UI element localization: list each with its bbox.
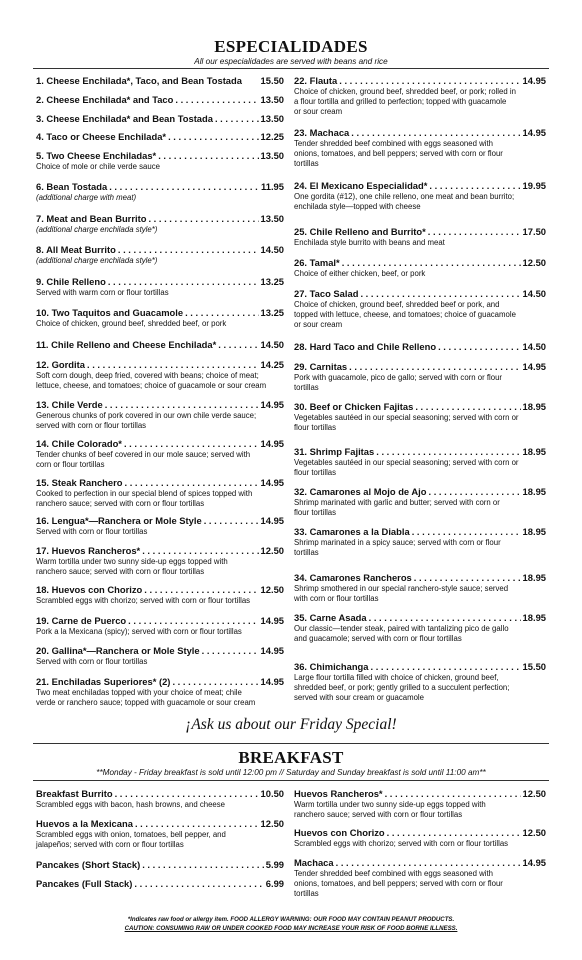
- menu-item-description: Choice of chicken, ground beef, shredded beef, or pork: [36, 319, 227, 328]
- menu-item-name: 26. Tamal*: [294, 257, 340, 268]
- dot-leader: [376, 446, 520, 458]
- menu-item-description: or sour cream: [294, 107, 343, 117]
- menu-item-description: (additional charge enchilada style*): [36, 225, 158, 234]
- menu-item-price: 14.50: [260, 339, 284, 350]
- menu-item-name: 19. Carne de Puerco: [36, 615, 127, 626]
- menu-item-row: [294, 827, 546, 839]
- menu-item-name: 27. Taco Salad: [294, 288, 359, 299]
- menu-item-price: 14.95: [522, 75, 546, 86]
- menu-item-price: 14.95: [260, 515, 284, 526]
- dot-leader: [87, 359, 259, 371]
- menu-item-name: 16. Lengua*—Ranchera or Mole Style: [36, 515, 202, 526]
- menu-item: [36, 584, 284, 606]
- dot-leader: [360, 288, 520, 300]
- menu-item-price: 14.50: [522, 341, 546, 352]
- menu-item-description: flour tortillas: [294, 423, 337, 433]
- menu-item: [36, 818, 284, 850]
- menu-item: [294, 526, 546, 558]
- menu-item-description: Pork a la Mexicana (spicy); served with corn or flour tortillas: [36, 627, 242, 636]
- friday-special-banner: ¡Ask us about our Friday Special!: [185, 716, 397, 733]
- menu-item-price: 14.95: [522, 361, 546, 372]
- menu-item-description: Vegetables sautéed in our special seasoning; served with corn or: [294, 458, 519, 467]
- menu-item: [36, 859, 284, 871]
- menu-item: [294, 788, 546, 820]
- menu-item-price: 11.95: [261, 181, 284, 192]
- menu-item-description: tortillas: [294, 383, 319, 393]
- menu-item-description: Choice of chicken, ground beef, shredded beef, or pork; rolled in: [294, 87, 516, 96]
- menu-item-description: Tender shredded beef combined with eggs seasoned with: [294, 139, 493, 148]
- menu-item-description: Cooked to perfection in our special blend of spices topped with: [36, 489, 253, 498]
- menu-item-name: 14. Chile Colorado*: [36, 438, 122, 449]
- menu-item-row: [36, 477, 284, 489]
- dot-leader: [142, 859, 264, 871]
- menu-item-name: 22. Flauta: [294, 75, 338, 86]
- menu-item-description: Two meat enchiladas topped with your choice of meat; chile: [36, 688, 242, 697]
- menu-item-row: [294, 180, 546, 192]
- dot-leader: [185, 307, 258, 319]
- menu-item-price: 14.95: [260, 438, 284, 449]
- menu-item: [294, 341, 546, 353]
- menu-item-row: [294, 446, 546, 458]
- menu-item: [36, 244, 284, 266]
- breakfast-divider: [33, 780, 549, 781]
- menu-item-description: Choice of either chicken, beef, or pork: [294, 269, 426, 278]
- menu-item-name: Breakfast Burrito: [36, 788, 113, 799]
- menu-item-row: [36, 94, 284, 106]
- menu-item-name: Pancakes (Short Stack): [36, 859, 141, 870]
- menu-item-name: 4. Taco or Cheese Enchilada*: [36, 131, 167, 142]
- menu-item-row: [294, 788, 546, 800]
- menu-item: [294, 257, 546, 279]
- dot-leader: [134, 878, 263, 890]
- dot-leader: [438, 341, 520, 353]
- menu-item-name: 3. Cheese Enchilada* and Bean Tostada: [36, 113, 213, 124]
- dot-leader: [108, 276, 259, 288]
- breakfast-subtitle: **Monday - Friday breakfast is sold until 12:00 pm // Saturday and Sunday breakfast is sold until 11:00 am**: [96, 768, 486, 777]
- menu-item-price: 14.95: [260, 645, 284, 656]
- dot-leader: [429, 180, 520, 192]
- menu-item-name: 33. Camarones a la Diabla: [294, 526, 410, 537]
- menu-item-name: Huevos Rancheros*: [294, 788, 383, 799]
- menu-item: [36, 150, 284, 172]
- menu-item-description: topped with lettuce, cheese, and tomatoes; choice of guacamole: [294, 310, 516, 320]
- especialidades-title: ESPECIALIDADES: [214, 37, 368, 56]
- menu-item: [294, 827, 546, 849]
- menu-item-name: Pancakes (Full Stack): [36, 878, 133, 889]
- menu-item-description: Pork with guacamole, pico de gallo; served with corn or flour: [294, 373, 503, 382]
- menu-item: [36, 307, 284, 329]
- menu-item-name: 28. Hard Taco and Chile Relleno: [294, 341, 437, 352]
- menu-item-price: 17.50: [522, 226, 546, 237]
- menu-item-description: Served with warm corn or flour tortillas: [36, 288, 169, 297]
- menu-item-description: lettuce, cheese, and tomatoes; choice of guacamole or sour cream: [36, 381, 267, 391]
- menu-item-price: 14.50: [260, 244, 284, 255]
- menu-item-description: Large flour tortilla filled with choice of chicken, ground beef,: [294, 673, 499, 682]
- menu-item-row: [36, 131, 284, 143]
- menu-item: [36, 113, 284, 125]
- menu-item-name: 5. Two Cheese Enchiladas*: [36, 150, 157, 161]
- menu-item: [36, 399, 284, 431]
- dot-leader: [124, 438, 259, 450]
- menu-item-description: Our classic—tender steak, paired with tantalizing pico de gallo: [294, 624, 509, 633]
- menu-item-description: with corn or flour tortillas: [294, 594, 379, 604]
- menu-item-description: jalapeños; served with corn or flour tortillas: [36, 840, 184, 850]
- dot-leader: [349, 361, 520, 373]
- menu-item: [294, 401, 546, 433]
- menu-item: [294, 361, 546, 393]
- menu-item-row: [36, 615, 284, 627]
- menu-item-price: 13.25: [260, 276, 284, 287]
- menu-item: [36, 94, 284, 106]
- menu-item-price: 12.50: [260, 545, 284, 556]
- menu-item: [294, 75, 546, 118]
- dot-leader: [342, 257, 521, 269]
- dot-leader: [128, 615, 258, 627]
- dot-leader: [415, 401, 520, 413]
- menu-item-description: and guacamole; served with corn or flour tortillas: [294, 634, 462, 644]
- menu-item-row: [36, 878, 284, 890]
- menu-item-row: [36, 645, 284, 657]
- menu-item: [294, 486, 546, 518]
- menu-item: [294, 857, 546, 900]
- menu-item-price: 13.25: [260, 307, 284, 318]
- menu-item-name: 7. Meat and Bean Burrito: [36, 213, 147, 224]
- menu-item-description: Warm tortilla under two sunny side-up eggs topped with: [294, 800, 486, 809]
- menu-item: [294, 180, 546, 212]
- dot-leader: [118, 244, 259, 256]
- menu-item-price: 14.95: [260, 615, 284, 626]
- dot-leader: [142, 545, 258, 557]
- menu-item-price: 12.50: [522, 827, 546, 838]
- menu-item-description: Tender shredded beef combined with eggs seasoned with: [294, 869, 493, 878]
- menu-item-row: [36, 213, 284, 225]
- menu-item-description: ranchero sauce; served with corn or flour tortillas: [36, 567, 205, 577]
- dot-leader: [215, 113, 259, 125]
- dot-leader: [175, 94, 258, 106]
- menu-item: [36, 788, 284, 810]
- menu-item-price: 19.95: [522, 180, 546, 191]
- dot-leader: [218, 339, 258, 351]
- menu-item-row: [36, 676, 284, 688]
- menu-item-description: Scrambled eggs with bacon, hash browns, and cheese: [36, 800, 225, 809]
- menu-item: [294, 226, 546, 248]
- menu-item-price: 13.50: [260, 150, 284, 161]
- breakfast-title: BREAKFAST: [238, 748, 344, 767]
- menu-item-description: shredded beef, or pork; gently grilled to a succulent perfection;: [294, 683, 510, 693]
- dot-leader: [125, 477, 259, 489]
- menu-item-description: Served with corn or flour tortillas: [36, 527, 148, 536]
- menu-item-description: ranchero sauce; served with corn or flour tortillas: [294, 810, 463, 820]
- menu-item-description: or sour cream: [294, 320, 343, 330]
- menu-item: [36, 359, 284, 391]
- menu-item-name: 25. Chile Relleno and Burrito*: [294, 226, 426, 237]
- menu-item-row: [294, 572, 546, 584]
- menu-item-row: [294, 288, 546, 300]
- menu-item-row: [36, 438, 284, 450]
- menu-item-price: 18.95: [522, 401, 546, 412]
- menu-item-price: 18.95: [522, 612, 546, 623]
- menu-item-row: [36, 150, 284, 162]
- menu-item: [36, 615, 284, 637]
- menu-item-price: 14.95: [260, 477, 284, 488]
- menu-item-name: 30. Beef or Chicken Fajitas: [294, 401, 414, 412]
- menu-item-description: Soft corn dough, deep fried, covered with beans; choice of meat;: [36, 371, 259, 380]
- dot-leader: [351, 127, 520, 139]
- menu-item-description: Shrimp smothered in our special ranchero-style sauce; served: [294, 584, 509, 593]
- menu-item-name: 34. Camarones Rancheros: [294, 572, 412, 583]
- menu-item: [36, 477, 284, 509]
- menu-item: [36, 75, 284, 87]
- menu-item-name: 32. Camarones al Mojo de Ajo: [294, 486, 427, 497]
- dot-leader: [387, 827, 521, 839]
- menu-item-price: 12.50: [260, 818, 284, 829]
- menu-item-row: [36, 545, 284, 557]
- menu-item-price: 12.50: [522, 788, 546, 799]
- menu-item-description: One gordita (#12), one chile relleno, one meat and bean burrito;: [294, 192, 515, 201]
- menu-item-row: [294, 857, 546, 869]
- menu-item-name: 23. Machaca: [294, 127, 350, 138]
- menu-item-row: [294, 257, 546, 269]
- menu-item-price: 6.99: [265, 878, 284, 889]
- menu-item-price: 14.95: [260, 399, 284, 410]
- allergy-warning: *Indicates raw food or allergy item. FOOD ALLERGY WARNING: OUR FOOD MAY CONTAIN PEANUT PRODUCTS.: [127, 916, 455, 923]
- menu-item-price: 14.95: [260, 676, 284, 687]
- menu-item-description: enchilada style—topped with cheese: [294, 202, 421, 212]
- dot-leader: [115, 788, 259, 800]
- menu-item-description: (additional charge with meat): [36, 193, 137, 202]
- menu-item-description: Scrambled eggs with onion, tomatoes, bell pepper, and: [36, 830, 226, 839]
- menu-item-row: [36, 75, 284, 87]
- dot-leader: [429, 486, 521, 498]
- menu-item-price: 14.50: [522, 288, 546, 299]
- menu-item-description: verde or ranchero sauce; topped with guacamole or sour cream: [36, 698, 256, 708]
- menu-item-description: tortillas: [294, 889, 319, 899]
- menu-item-row: [36, 307, 284, 319]
- menu-item-name: 20. Gallina*—Ranchera or Mole Style: [36, 645, 200, 656]
- menu-item-row: [36, 788, 284, 800]
- menu-item-row: [36, 359, 284, 371]
- menu-item: [36, 276, 284, 298]
- dot-leader: [414, 572, 521, 584]
- menu-item: [294, 446, 546, 478]
- menu-item-price: 12.50: [260, 584, 284, 595]
- menu-item-row: [294, 612, 546, 624]
- menu-item-description: Generous chunks of pork covered in our own chile verde sauce;: [36, 411, 257, 420]
- menu-item-name: 2. Cheese Enchilada* and Taco: [36, 94, 174, 105]
- menu-item-description: tortillas: [294, 159, 319, 169]
- dot-leader: [339, 75, 520, 87]
- menu-item-description: flour tortillas: [294, 508, 337, 518]
- menu-item: [36, 515, 284, 537]
- menu-item-name: Huevos a la Mexicana: [36, 818, 133, 829]
- menu-item-row: [294, 75, 546, 87]
- dot-leader: [371, 661, 521, 673]
- dot-leader: [109, 181, 259, 193]
- dot-leader: [336, 857, 521, 869]
- menu-item-name: 1. Cheese Enchilada*, Taco, and Bean Tostada: [36, 75, 242, 86]
- menu-item-description: (additional charge enchilada style*): [36, 256, 158, 265]
- menu-item: [36, 438, 284, 470]
- caution-warning: CAUTION: CONSUMING RAW OR UNDER COOKED FOOD MAY INCREASE YOUR RISK OF FOOD BORNE ILLNESS.: [124, 925, 458, 932]
- menu-item-name: 35. Carne Asada: [294, 612, 367, 623]
- menu-item-price: 12.25: [260, 131, 284, 142]
- menu-item-description: corn or flour tortillas: [36, 460, 105, 470]
- menu-item-name: 10. Two Taquitos and Guacamole: [36, 307, 184, 318]
- menu-item-description: Shrimp marinated in a spicy sauce; served with corn or flour: [294, 538, 501, 547]
- menu-item-price: 15.50: [260, 75, 284, 86]
- menu-item-row: [36, 113, 284, 125]
- menu-item-price: 14.25: [260, 359, 284, 370]
- dot-leader: [144, 584, 258, 596]
- menu-item-row: [36, 818, 284, 830]
- menu-item-description: Tender chunks of beef covered in our mole sauce; served with: [36, 450, 251, 459]
- menu-item-price: 12.50: [522, 257, 546, 268]
- menu-item-name: 24. El Mexicano Especialidad*: [294, 180, 428, 191]
- menu-item-description: onions, tomatoes, and bell peppers; served with corn or flour: [294, 149, 503, 159]
- menu-item-row: [294, 226, 546, 238]
- menu-item-row: [36, 244, 284, 256]
- menu-item-row: [36, 276, 284, 288]
- menu-item-description: served with corn or flour tortillas: [36, 421, 147, 431]
- menu-item-description: Served with corn or flour tortillas: [36, 657, 148, 666]
- menu-item-price: 14.95: [522, 857, 546, 868]
- caution-warning-wrap: [0, 925, 582, 934]
- menu-item: [36, 545, 284, 577]
- menu-item: [36, 213, 284, 235]
- menu-item-name: Machaca: [294, 857, 334, 868]
- menu-item-price: 18.95: [522, 446, 546, 457]
- menu-item: [294, 572, 546, 604]
- menu-item-description: tortillas: [294, 548, 319, 558]
- menu-item-name: Huevos con Chorizo: [294, 827, 385, 838]
- menu-item-price: 18.95: [522, 526, 546, 537]
- menu-item: [294, 612, 546, 644]
- menu-item-row: [36, 859, 284, 871]
- menu-item-name: 8. All Meat Burrito: [36, 244, 116, 255]
- dot-leader: [202, 645, 259, 657]
- dot-leader: [148, 213, 258, 225]
- dot-leader: [428, 226, 521, 238]
- menu-item-description: Vegetables sautéed in our special seasoning; served with corn or: [294, 413, 519, 422]
- menu-item: [294, 127, 546, 170]
- menu-item-description: Choice of chicken, ground beef, shredded beef or pork, and: [294, 300, 500, 309]
- menu-item-price: 14.95: [522, 127, 546, 138]
- menu-item: [36, 131, 284, 143]
- menu-item: [294, 288, 546, 331]
- menu-item-row: [36, 584, 284, 596]
- menu-item-name: 12. Gordita: [36, 359, 85, 370]
- dot-leader: [158, 150, 258, 162]
- menu-item-description: ranchero sauce; served with corn or flour tortillas: [36, 499, 205, 509]
- menu-item-price: 15.50: [522, 661, 546, 672]
- especialidades-divider: [33, 68, 549, 69]
- menu-item-name: 17. Huevos Rancheros*: [36, 545, 141, 556]
- menu-item-price: 13.50: [260, 113, 284, 124]
- menu-item: [36, 339, 284, 351]
- menu-item-name: 6. Bean Tostada: [36, 181, 108, 192]
- menu-item-row: [36, 515, 284, 527]
- dot-leader: [135, 818, 259, 830]
- menu-item-row: [36, 399, 284, 411]
- menu-item: [294, 661, 546, 704]
- menu-item-price: 18.95: [522, 572, 546, 583]
- menu-item-row: [294, 486, 546, 498]
- menu-item-name: 9. Chile Relleno: [36, 276, 106, 287]
- menu-item-price: 10.50: [260, 788, 284, 799]
- dot-leader: [369, 612, 521, 624]
- dot-leader: [172, 676, 258, 688]
- menu-item-row: [294, 127, 546, 139]
- menu-item-description: Shrimp marinated with garlic and butter; served with corn or: [294, 498, 500, 507]
- menu-item-row: [294, 661, 546, 673]
- menu-item-row: [294, 401, 546, 413]
- menu-item-price: 13.50: [260, 213, 284, 224]
- especialidades-subtitle: All our especialidades are served with beans and rice: [194, 57, 388, 66]
- menu-item-description: Choice of mole or chile verde sauce: [36, 162, 160, 171]
- menu-item-name: 13. Chile Verde: [36, 399, 103, 410]
- menu-item-description: flour tortillas: [294, 468, 337, 478]
- menu-item-description: Warm tortilla under two sunny side-up eggs topped with: [36, 557, 228, 566]
- breakfast-divider-top: [33, 743, 549, 744]
- menu-item: [36, 645, 284, 667]
- menu-item-name: 31. Shrimp Fajitas: [294, 446, 375, 457]
- menu-item-price: 5.99: [265, 859, 284, 870]
- menu-item-description: onions, tomatoes, and bell peppers; served with corn or flour: [294, 879, 503, 889]
- menu-item-description: Scrambled eggs with chorizo; served with corn or flour tortillas: [294, 839, 509, 848]
- menu-item-name: 29. Carnitas: [294, 361, 348, 372]
- menu-item: [36, 878, 284, 890]
- dot-leader: [412, 526, 521, 538]
- menu-item-description: a flour tortilla and grilled to perfection; topped with guacamole: [294, 97, 507, 107]
- menu-item-name: 11. Chile Relleno and Cheese Enchilada*: [36, 339, 217, 350]
- menu-item: [36, 676, 284, 708]
- dot-leader: [385, 788, 521, 800]
- menu-item-price: 13.50: [260, 94, 284, 105]
- dot-leader: [204, 515, 259, 527]
- menu-item-description: Scrambled eggs with chorizo; served with corn or flour tortillas: [36, 596, 251, 605]
- menu-item-name: 15. Steak Ranchero: [36, 477, 123, 488]
- menu-item-name: 36. Chimichanga: [294, 661, 369, 672]
- menu-item-price: 18.95: [522, 486, 546, 497]
- menu-item-row: [294, 361, 546, 373]
- menu-item-description: served with sour cream or guacamole: [294, 693, 425, 703]
- menu-item-row: [294, 526, 546, 538]
- dot-leader: [168, 131, 258, 143]
- menu-item-row: [36, 181, 284, 193]
- menu-item-name: 18. Huevos con Chorizo: [36, 584, 143, 595]
- dot-leader: [105, 399, 259, 411]
- menu-item: [36, 181, 284, 203]
- menu-item-name: 21. Enchiladas Superiores* (2): [36, 676, 171, 687]
- menu-item-row: [36, 339, 284, 351]
- menu-item-description: Enchilada style burrito with beans and meat: [294, 238, 445, 247]
- menu-item-row: [294, 341, 546, 353]
